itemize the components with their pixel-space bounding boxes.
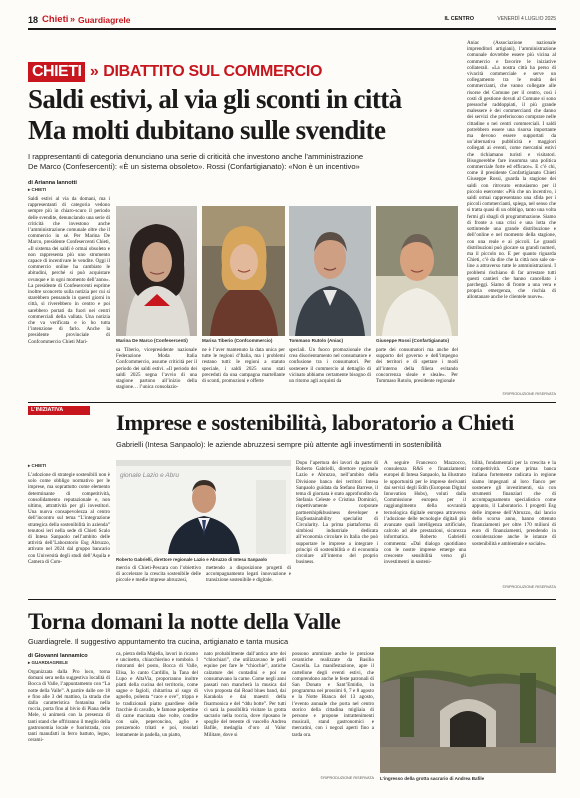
article3-summary: Guardiagrele. Il suggestivo appuntamento tra cucina, artigianato e tanta musica	[28, 637, 289, 646]
article2-col5: A seguire Francesco Mazzocco, consulenza R&S e finanziamenti europei di Intesa Sanpaolo, ha illustrato le opportunità per le imprese derivanti dai servizi degli Edih (European Digital Innovation Hubs), voluti dalla Commissione europea per il raggiungimento della sovranità tecnologica digitale europea attraverso l’adozione delle tecnologie digitali più avanzate quali intelligenza artificiale, calcolo ad alte prestazioni, sicurezza informatica. Roberto Gabrielli commenta: «Dal dialogo quotidiano con le nostre imprese emerge una crescente sensibilità verso gli investimenti in sosteni-	[384, 460, 466, 566]
kicker-city: CHIETI	[28, 62, 85, 82]
article2-summary: Gabrielli (Intesa Sanpaolo): le aziende abruzzesi sempre più attente agli investimenti in sostenibilità	[116, 440, 442, 449]
article1-col1: Saldi estivi al via da domani, ma i rappresentanti di categoria vedono sempre più in chiaro-scuro il periodo delle svendite, denunciando una serie di criticità che investono anche l’amministrazione comunale oltre che il commercio in sé. Per Marina De Marco, presidente Confesercenti Chieti, «Il sistema dei saldi è ormai obsoleto e non rappresenta più uno strumento capace di incentivare le vendite. Oggi il commercio online ha cambiato le abitudini, perché si può acquistare ovunque e in ogni momento dell’anno». La presidente di Confesercenti esprime inoltre sconcerto sulla notizia per cui si starebbero pensando in questi giorni in città, si riverebbero in centro e poi sarebbero portati da fuori nei centri commerciali della vallata. Una notizia che va verificata e io ho tutta l’intenzione di farlo. Anche la presidente provinciale di Confcommercio Chieti Mari-	[28, 196, 110, 345]
article2-credit: ©RIPRODUZIONE RISERVATA	[502, 585, 556, 589]
photo-caption-rutolo: Tommaso Rutolo (Aniac)	[289, 338, 344, 343]
article1-title	[28, 84, 428, 146]
subsection-name: Guardiagrele	[78, 15, 131, 25]
article3-location-text: GUARDIAGRELE	[31, 660, 69, 665]
article1-summary	[28, 152, 438, 172]
article1-photo-rutolo	[289, 206, 371, 336]
article1-credit: ©RIPRODUZIONE RISERVATA	[502, 392, 556, 396]
article1-col6: Aniac (Associazione nazionale imprenditori artigiani), l’amministrazione comunale dovrebbe essere più vicina al commercio e favorire le iniziative collaterali. «La nostra città ha perso di vivacità commerciale e serve un collegamento tra le realtà dei commercianti, che vanno collegate alle risorse del Comune per il centro, così i costi di gestione dovuti al Comune si sono pressoché raddoppiati, il più grande malessere è dei commercianti che danno dei servizi che preferiscono comprare nelle cittadine o nei centri commerciali. I saldi potrebbero essere una risorsa importante ma devono essere supportati da un’alternativa pubblicità e maggiori collegati ai eventi, come mercatini estivi che richiamano turisti e visitatori. Bisognerebbe fare insomma una politica commerciale forte ed efficace». E c’è chi, come il presidente Confartigianato Chieti Giuseppe Rossi, guarda la stagione dei saldi con ritrovato entusiasmo per il piccolo esercente: «Più che un incentivo, i saldi ormai rappresentano una sfida per i piccoli commercianti, spiega, nel senso che si tratta quasi di un obbligo, tanto una volta fermi gli sbagli di programmazione. Siamo di fronte a una crisi e una lotta che sottintende una grande distribuzione e dell’online e nel momento della stagione, con una reale e ai piccoli. Le grandi distribuzioni può giocare su grandi numeri, ma il piccolo no. E per quanto riguarda Chieti, c’è da dire che la città non sale on-line a attraverso tutte le amministrazioni. I problemi rischiano di far arrestare tutti questi cantieri che hanno cancellato i parcheggi. Siamo di fronte a una vera e propria emergenza, che rischia di allontanare anche le clientele nuove».	[467, 40, 556, 301]
article2-title: Imprese e sostenibilità, laboratorio a Chieti	[116, 410, 514, 435]
article1-summary-line2: De Marco (Confesercenti): «È un sistema obsoleto». Rossi (Confartigianato): «Non è un incentivo»	[28, 162, 360, 171]
article2-col1: L’adozione di strategie sostenibili non è solo come obbligo normativo per le imprese, ma soprattutto come elemento determinante di competitività, consolidamento reputazionale e, non ultimo, attrattività per gli investitori. Una nuova consapevolezza al centro dell’incontro sul tema “L’integrazione strategica della sostenibilità in azienda” tenutosi ieri nella sede di Chieti Scalo di Intesa Sanpaolo nell’ambito delle attività dell’Laboratorio Esg Abruzzo, attivato nel 2024 dal gruppo bancario con Università degli studi dell’Aquila e Camera di Com-	[28, 472, 110, 565]
article3-author: di Giovanni Iannamico	[28, 653, 88, 659]
article2-kicker-text: L’INIZIATIVA	[31, 407, 64, 413]
article1-title-line1: Saldi estivi, al via gli sconti in città	[28, 84, 402, 114]
article3-photo-grotta	[380, 647, 556, 773]
article1-photo-tiberio	[202, 206, 285, 336]
page-header	[28, 14, 556, 26]
newspaper-name: IL CENTRO	[444, 16, 474, 22]
article2-location-text: CHIETI	[31, 463, 47, 468]
article3-col4: possono ammirare anche le preziose ceramiche realizzate da Basilio Cascella. La manifestazione, apre il cartellone degli eventi estivi, che comprendono anche le feste patronali di San Donato e Sant’Emidio, in programma nei prossimi 6, 7 e 8 agosto e la Notte Bianca del 13 agosto, l’evento annuale che porta nel centro storico della cittadina migliaia di persone e propone intrattenimenti musicali, stand gastronomici e mercatini, con i negozi aperti fino a tarda ora.	[292, 651, 374, 738]
article3-location: ▸ GUARDIAGRELE	[28, 660, 69, 665]
article2-col6: bilità, fondamentali per la crescita e la competitività. Come prima banca italiana fortemente radicata in regione siamo impegnati al loro fianco per sostenere gli investimenti, sia con strumenti finanziari che di accompagnamento specialistico come appunto, il Laboratorio. I progetti Esg delle imprese dell’Abruzzo, dal lancio dello scorso anno, hanno ottenuto finanziamenti per oltre 170 milioni di euro di finanziamenti, prendendo in considerazione anche le istanze di sostenibilità e ambientale e sociale».	[472, 460, 556, 547]
article2-location: ▸ CHIETI	[28, 463, 47, 468]
article1-author: di Arianna Iannotti	[28, 180, 77, 186]
photo-caption-tiberio: Marisa Tiberio (Confcommercio)	[202, 338, 273, 343]
article2-col3: mettendo a disposizione progetti di accompagnamento legati innovazione e transizione sostenibile e digitale.	[206, 565, 291, 584]
article1-kicker	[28, 62, 322, 82]
section-name: Chieti	[42, 14, 69, 25]
article3-col2: ca, pietra della Majella, lavori in ricamo e uncinetto, chiacchierino e tombolo. I ristoranti del posto, Bocca di Valle, Elisa, Io canto Cardillo, la Tana del Lupo e AltaVia, proporranno inoltre piatti della cucina del territorio, come sagne e fagioli, chitarrina al sugo di agnello, polenta “cace e ove”, trippa e le tradizionali piatto guardiese delle fracchie di cavallo, le famose polpettine di carne macinata due volte, condite con sale, peperoncino, aglio e prezzemolo tritati e poi, rosolati lentamente in padella, un piatto,	[116, 651, 198, 738]
article3-top-rule	[28, 599, 556, 600]
article1-summary-line1: I rappresentanti di categoria denunciano una serie di criticità che investono anche l’amministrazione	[28, 152, 364, 161]
article1-location: ▸ CHIETI	[28, 187, 47, 192]
photo-caption-demarco: Marina De Marco (Confesercenti)	[116, 338, 188, 343]
article3-credit: ©RIPRODUZIONE RISERVATA	[320, 776, 374, 780]
issue-date: VENERDÌ 4 LUGLIO 2025	[497, 16, 556, 22]
header-rule	[28, 28, 556, 30]
article1-photo-demarco	[116, 206, 197, 336]
article2-photo-gabrielli	[116, 460, 291, 554]
article2-photo-caption: Roberto Gabrielli, direttore regionale Lazio e Abruzzo di Intesa Sanpaolo	[116, 557, 268, 562]
article2-top-rule	[28, 402, 556, 403]
article3-photo-caption: L’ingresso della grotta sacrario di Andrea Bafile	[380, 776, 485, 781]
kicker-arrow-icon: »	[89, 63, 99, 80]
article1-col2: sa Tiberio, vicepresidente nazionale Federazione Moda Italia Confcommercio, assume criticità per il periodo dei saldi estivi. «Il periodo dei saldi 2025 segna l’avvio di una stagione partono all’inizio della stagione… l’unica consolazio-	[116, 347, 197, 391]
article3-title: Torna domani la notte della Valle	[28, 609, 341, 634]
article1-photo-rossi	[376, 206, 458, 336]
section-arrow-icon: »	[70, 14, 76, 24]
article2-col4: Dopo l’apertura dei lavori da parte di Roberto Gabrielli, direttore regionale Lazio e Abruzzo, nell’ambito della Divisione banca dei territori Intesa Sanpaolo guidata da Stefano Barrese, il tema di giornata è stato approfondito da Stefania Celeste e Cristina Dominici, rispettivamente corporate partnership&business developer e EsgSustainability specialist di Circularity. La prima piattaforma di simbiosi industriale dedicata all’economia circolare in Italia che può supportare le imprese a integrare i principi di sostenibilità e di economia circolare all’interno del proprio business.	[296, 460, 378, 566]
article2-photo-sign: gionale Lazio e Abru	[120, 472, 180, 479]
article2-kicker	[28, 406, 90, 415]
article1-col4: speciali. Un fuoco promozionale che crea disorientamento nel consumatore e confusione tra i consumatori. Per sostenere il commercio al dettaglio di vicinato abbiamo certamente bisogno di un ritorno agli acquisti da	[289, 347, 371, 385]
article1-col5: parte dei consumatori ma anche del supporto del governo e dell’impegno dei territori e di spettare i modi all’interno della filiera evitando concorrenza sleale e sleale». Per Tommaso Rutolo, presidente regionale	[376, 347, 458, 385]
kicker-topic: DIBATTITO SUL COMMERCIO	[103, 63, 323, 80]
article1-location-text: CHIETI	[31, 187, 47, 192]
photo-caption-rossi: Giuseppe Rossi (Confartigianato)	[376, 338, 449, 343]
article3-col1: Organizzata dalla Pro loco, torna domani sera nella suggestiva località di Bocca di Valle, l’appuntamento con “La notte della Valle”. A partire dalle ore 18 e fino alle 3 del mattino, la strada che dalla caratteristica fontanina nella roccia, porta fino al bivio di Piana delle Mele, si animerà con la presenza di tanti stand che offriranno il meglio della gastronomia locale e fuoristrada, con tanti manufatti in ferro battuto, legno, cerami-	[28, 669, 110, 744]
page-number: 18	[28, 15, 39, 25]
article3-col3: nato probabilmente dall’antica arte dei “chiochiari”, che utilizzavano le pelli equine per fare le “chiochie”, antiche calzature dei contadini e poi ne consumavano la carne. Come negli anni passati non mancherà la musica dal vivo proposta dal Road blues band, dai Karakola e dai maestri della fisarmonica e del “ddu botte”. Per tutti ci sarà la possibilità visitare la grotta sacrario nella roccia, dove riposano le spoglie del tenente di vascello Andrea Bafile, medaglia d’oro al Valor Militare, dove si	[204, 651, 286, 738]
article2-col2: mercio di Chieti-Pescara con l’obiettivo di accelerare la crescita sostenibile delle piccole e medie imprese abruzzesi,	[116, 565, 201, 584]
article1-title-line2: Ma molti dubitano sulle svendite	[28, 115, 386, 145]
article1-col3: ne è l’aver mantenuto la data unica per tutte le regioni d’Italia, ma i problemi restano tutti: le regioni a statuto speciale, i saldi 2025 sono stati preceduti da una campagna martellante di sconti, promozioni e offerte	[202, 347, 285, 385]
